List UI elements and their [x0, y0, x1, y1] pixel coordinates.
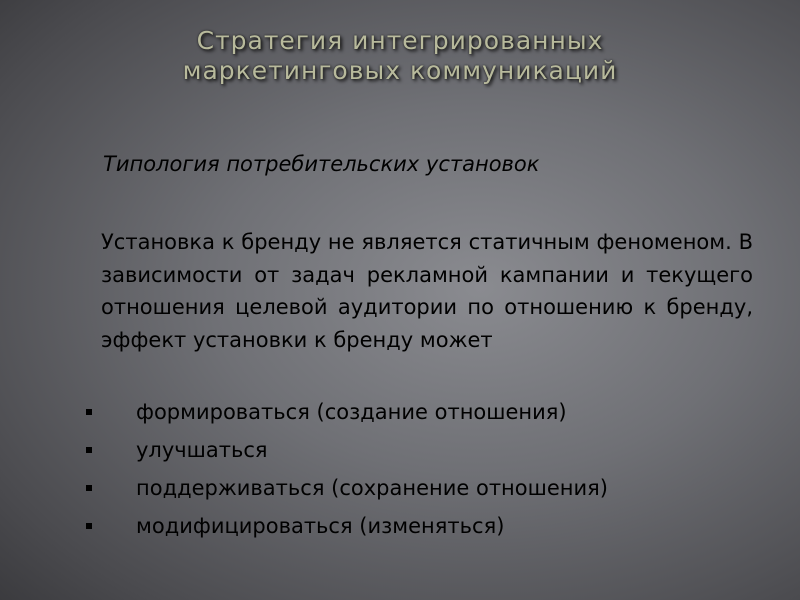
- bullet-item: [86, 469, 766, 507]
- bullet-text: поддерживаться (сохранение отношения): [136, 476, 608, 500]
- square-bullet-icon: [86, 447, 92, 453]
- square-bullet-icon: [86, 523, 92, 529]
- square-bullet-icon: [86, 485, 92, 491]
- bullet-item: [86, 431, 766, 469]
- bullet-text: формироваться (создание отношения): [136, 400, 567, 424]
- slide-title-line-1: Стратегия интегрированных: [196, 26, 604, 55]
- bullet-item: [86, 507, 766, 545]
- bullet-item: [86, 393, 766, 431]
- bullet-list: [86, 393, 766, 545]
- body-paragraph: Установка к бренду не является статичным феноменом. В зависимости от задач рекламной кампании и текущего отношения целевой аудитории по отношению к бренду, эффект установки к бренду может: [101, 230, 753, 352]
- bullet-text: улучшаться: [136, 438, 268, 462]
- bullet-text: модифицироваться (изменяться): [136, 514, 505, 538]
- square-bullet-icon: [86, 409, 92, 415]
- slide-title-line-2: маркетинговых коммуникаций: [182, 56, 618, 85]
- slide-title: [0, 26, 800, 86]
- slide-subtitle: Типология потребительских установок: [103, 152, 540, 176]
